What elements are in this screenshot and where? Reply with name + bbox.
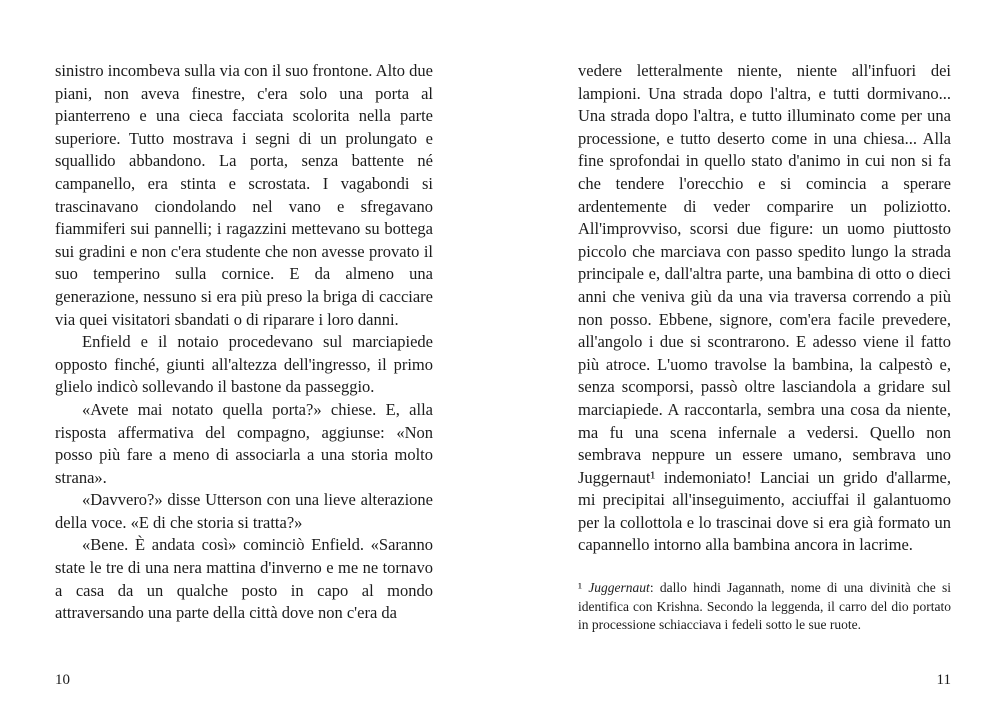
right-page	[578, 60, 951, 635]
paragraph: «Avete mai notato quella porta?» chiese. E, alla risposta affermativa del compagno, aggiunse: «Non posso più fare a meno di associarla a una storia molto strana».	[55, 399, 433, 487]
right-page-text	[578, 60, 951, 557]
footnote-text: : dallo hindi Jagannath, nome di una divinità che si identifica con Krishna. Secondo la leggenda, il carro del dio portato in processione schiacciava i fedeli sotto le sue ruote.	[578, 580, 951, 633]
paragraph: sinistro incombeva sulla via con il suo frontone. Alto due piani, non aveva finestre, c'era solo una porta al pianterreno e una cieca facciata scolorita nella parte superiore. Tutto mostrava i segni di un prolungato e squallido abbandono. La porta, senza battente né campanello, era stinta e scrostata. I vagabondi si trascinavano ciondolando nel vano e sfregavano fiammiferi sui pannelli; i ragazzini mettevano su bottega sui gradini e non c'era studente che non avesse provato il suo temperino sulla cornice. E da almeno una generazione, nessuno si era più preso la briga di cacciare via quei visitatori sbandati o di riparare i loro danni.	[55, 61, 433, 329]
paragraph: Enfield e il notaio procedevano sul marciapiede opposto finché, giunti all'altezza dell'ingresso, il primo glielo indicò sollevando il bastone da passeggio.	[55, 332, 433, 397]
left-page-number: 10	[55, 672, 70, 688]
left-page-text	[55, 60, 433, 625]
paragraph: «Bene. È andata così» cominciò Enfield. «Saranno state le tre di una nera mattina d'inverno e me ne tornavo a casa da un qualche posto in capo al mondo attraversando una parte della città dove non c'era da	[55, 535, 433, 623]
paragraph: «Davvero?» disse Utterson con una lieve alterazione della voce. «E di che storia si tratta?»	[55, 490, 433, 532]
paragraph: vedere letteralmente niente, niente all'infuori dei lampioni. Una strada dopo l'altra, e tutti dormivano... Una strada dopo l'altra, e tutto illuminato come per una processione, e tutto deserto come in una chiesa... Alla fine sprofondai in quello stato d'animo in cui non si fa che tendere l'orecchio e si comincia a sperare ardentemente di veder comparire un poliziotto. All'improvviso, scorsi due figure: un uomo piuttosto piccolo che marciava con passo spedito lungo la strada principale e, dall'altra parte, una bambina di otto o dieci anni che veniva giù da una via traversa correndo a più non posso. Ebbene, signore, com'era facile prevedere, all'angolo i due si scontrarono. E adesso viene il fatto più atroce. L'uomo travolse la bambina, la calpestò e, senza scomporsi, passò oltre lasciandola a gridare sul marciapiede. A raccontarla, sembra una cosa da niente, ma fu una scena infernale a vedersi. Quello non sembrava neppure un essere umano, sembrava uno Juggernaut¹ indemoniato! Lanciai un grido d'allarme, mi precipitai all'inseguimento, acciuffai il galantuomo per la collottola e lo trascinai dove si era già formato un capannello intorno alla bambina ancora in lacrime.	[578, 61, 951, 555]
right-page-number: 11	[936, 672, 951, 688]
footnote-term: Juggernaut	[588, 580, 650, 596]
footnote	[578, 579, 951, 635]
left-page	[55, 60, 433, 625]
footnote-text: ¹	[578, 580, 589, 596]
